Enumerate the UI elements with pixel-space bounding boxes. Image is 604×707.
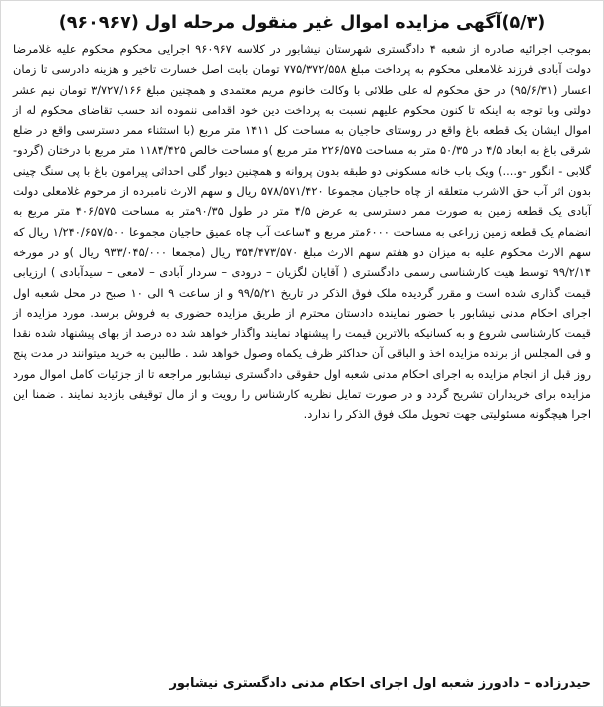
notice-body: بموجب اجرائیه صادره از شعبه ۴ دادگستری شهرستان نیشابور در کلاسه ۹۶۰۹۶۷ اجرایی محکوم محکوم علیه غلامرضا دولت آبادی فرزند غلامعلی محکوم به پرداخت مبلغ ۷۷۵/۳۷۲/۵۵۸ تومان بابت اصل خسارت تاخیر و هزینه دادرسی تا زمان اعسار (۹۵/۶/۳۱) در حق محکوم له علی طلائی با وکالت خانوم مریم معتمدی و همچنین مبلغ ۳/۷۲۷/۱۶۶ تومان نیم عشر دولتی وبا توجه به اینکه تا کنون محکوم علیهم نسبت به پرداخت دین خود اقدامی ننموده اند حسب تقاضای محکوم له از اموال ایشان یک قطعه باغ واقع در روستای حاجیان به مساحت کل ۱۴۱۱ متر مربع (با استثناء ممر دسترسی واقع در ضلع شرقی باغ به ابعاد ۴/۵ در ۵۰/۳۵ متر به مساحت ۲۲۶/۵۷۵ متر مربع )و مساحت خالص ۱۱۸۴/۴۲۵ متر مربع با درختان (گردو-گلابی - انگور -و....) ویک باب خانه مسکونی دو طبقه بدون پروانه و همچنین دیوار گلی احداثی پیرامون باغ با پی سنگ چینی بدون اثر آب حق الاشرب متعلقه از چاه حاجیان مجموعا ۵۷۸/۵۷۱/۴۲۰ ریال و سهم الارث نامبرده از مرحوم غلامعلی دولت آبادی یک قطعه زمین به صورت ممر دسترسی به عرض ۴/۵ متر در طول ۹۰/۳۵متر به مساحت ۴۰۶/۵۷۵ متر مربع به انضمام یک قطعه زمین زراعی به مساحت ۶۰۰۰متر مربع و ۴ساعت آب چاه عمیق حاجیان مجموعا ۱/۲۴۰/۶۵۷/۵۰۰ ریال که سهم الارث محکوم علیه به میزان دو هفتم سهم الارث مبلغ ۳۵۴/۴۷۳/۵۷۰ ریال (مجمعا ۹۳۳/۰۴۵/۰۰۰ ریال )و در مورخه ۹۹/۲/۱۴ توسط هیت کارشناسی رسمی دادگستری ( آقایان لگزیان – درودی – سردار آبادی – لامعی – سیدآبادی ) ارزیابی قیمت گذاری شده است و مقرر گردیده ملک فوق الذکر در تاریخ ۹۹/۵/۲۱ و از ساعت ۹ الی ۱۰ صبح در محل شعبه اول اجرای احکام مدنی نیشابور با حضور نماینده دادستان محترم از طریق مزایده حضوری به فروش برسد. مورد مزایده از قیمت کارشناسی شروع و به کسانیکه بالاترین قیمت را پیشنهاد نمایند واگذار خواهد شد ده درصد از بهای پیشنهاد شده نقدا و فی المجلس از برنده مزایده اخذ و الباقی آن حداکثر ظرف یکماه وصول خواهد شد . طالبین به خرید میتوانند در مدت پنج روز قبل از انجام مزایده به اجرای احکام مدنی شعبه اول حقوقی دادگستری نیشابور مراجعه تا از جزئیات کامل اموال مورد مزایده برای خریداران تشریح گردد و در صورت تمایل نظریه کارشناس را رویت و از مال توقیفی بازدید نمایند . ضمنا این اجرا هیچگونه مسئولیتی جهت تحویل ملک فوق الذکر را ندارد. <box>13 42 592 422</box>
notice-title: (۵/۳)آگهی مزایده اموال غیر منقول مرحله اول (۹۶۰۹۶۷) <box>58 13 546 33</box>
notice-signature: حیدرزاده – دادورز شعبه اول اجرای احکام مدنی دادگستری نیشابور <box>169 676 591 691</box>
